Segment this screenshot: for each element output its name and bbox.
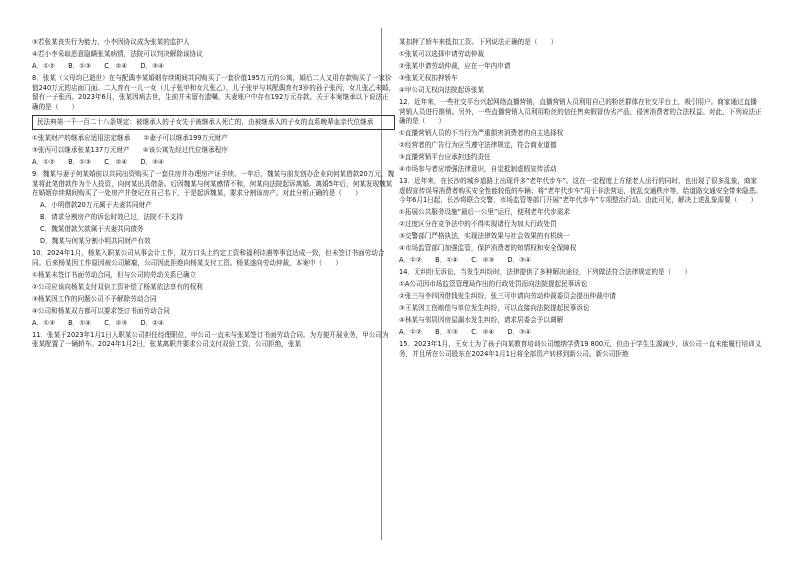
question-15: 15．2023年1月，王女士为了孩子向某教育培训公司缴纳学费19 800元，但由于学生生源减少，该公司一直未能履行培训义务，并且所在公司股东在2024年1月1日将全部资产转移到新公司。新公司拒绝: [399, 340, 762, 358]
text-line: ④市场参与者应增强法律意识，自觉抵制虚假宣传活动: [399, 165, 557, 174]
text-line: ①杨某未签订书面劳动合同，但与公司的劳动关系已确立: [32, 270, 197, 279]
option-c: C．魏某借款欠款属于夫妻共同债务: [40, 225, 144, 234]
text-line: ②公司应该向杨某支付双倍工资补偿了杨某依法享有的权利: [32, 282, 203, 291]
question-10: 10．2024年1月，杨某入职某公司从事会计工作，双方口头上约定工资和福利待遇等事宜达成一致，但未签订书面劳动合同。后来杨某因工作原因被公司解雇，公司因此拒绝向杨某支付工资。杨某遂向劳动仲裁，本案中（ ）: [32, 249, 385, 267]
text-line: ①张某可以选择申请劳动仲裁: [399, 49, 485, 58]
text-line: ③交警部门严格执法，实现法律效果与社会效果的有机统一: [399, 232, 570, 241]
answer-options: A．①② B．①③ C．②④ D．③④: [32, 61, 164, 70]
answer-options: A．①③ B．①④ C．②③ D．②④: [32, 318, 164, 327]
text-line: 某扣押了轿车来抵扣工资。下列说法正确的是（ ）: [399, 38, 558, 46]
text-line: ①直播营销人员的不当行为严重损害消费者的自主选择权: [399, 129, 564, 138]
legal-quote-box: 民法典第一千一百二十八条规定：被继承人的子女先于被继承人死亡的，由被继承人的子女的直系晚辈血亲代位继承: [32, 115, 395, 131]
right-column: [399, 38, 762, 362]
question-12: 12．近年来，一些社交平台兴起网络直播营销，直播营销人员利用自己的粉丝群体在社交平台上，吸引用户。商家通过直播营销人员进行推销。另外，一些直播营销人员利用粉丝的信任售卖假冒伪劣产品，侵害消费者的合法权益。对此，下列说法正确的是（ ）: [399, 97, 762, 126]
text-line: ②张三与李四因借钱发生纠纷，张三可申请向劳动仲裁委员会提出仲裁申请: [399, 292, 616, 301]
question-13: 13．近年来，在长沙的城乡道路上出现许多“老年代步车”。这在一定程度上方便老人出行的同时，也出现了很多乱象，商家虚假宣传误导消费者购买安全性能较低的车辆；将“老年代步车”用于非法营运，扰乱交通秩序等，给道路交通安全带来隐患。今年6月1日起，长沙将联合交警、市场监管等部门开展“老年代步车”专项整治行动。由此可见，解决上述乱象需要（ ）: [399, 177, 762, 205]
text-line: ④若小李采取恶意隐瞒张某病情，法院可以判决解除该协议: [32, 49, 203, 58]
text-line: ①拓展公共服务设施“最后一公里”运行，便利老年代步需求: [399, 208, 570, 217]
text-line: ①A公司因市场监管管理局作出的行政处罚而向法院提起民事诉讼: [399, 280, 588, 289]
option-b: B．请求分割房产的诉讼时效已过，法院不予支持: [40, 213, 183, 222]
text-line: ③杨某因工作的问题公司不予解除劳动合同: [32, 294, 157, 303]
text-line: ②经营者的广告行为应当遵守法律规定，符合商业道德: [399, 141, 557, 150]
answer-options: A．①② B．①④ C．②③ D．③④: [399, 256, 531, 265]
text-line: ④市场监管部门加强监管，保护消费者的知情权和安全保障权: [399, 244, 577, 253]
text-line: ④林某与邻居因房屋漏水发生纠纷，请求居委会予以调解: [399, 316, 564, 325]
text-line: ①张某财产的继承应适用法定继承 ②妻子可以继承199万元财产: [32, 134, 228, 143]
text-line: ④公司和杨某双方都可以要求签订书面劳动合同: [32, 306, 170, 315]
question-11: 11．张某于2023年1月1日入职某公司担任经理职位，甲公司一直未与张某签订书面劳动合同。为方便开展业务，甲公司为张某配置了一辆轿车。2024年1月2日，张某离职并要求公司支付双倍工资，公司拒绝，张某: [32, 330, 389, 349]
text-line: ③张某无权扣押轿车: [399, 73, 458, 82]
left-column: [32, 38, 395, 352]
text-line: ③张丙可以继承张某137万元财产 ④该公寓先经过代位继承程序: [32, 146, 228, 155]
question-14: 14．无纠纷无诉讼，当发生纠纷时，法律提供了多种解决途径，下列做法符合法律规定的是（ ）: [399, 268, 691, 277]
text-line: ③王某因工伤赔偿与单位发生纠纷，可以直接向法院提起民事诉讼: [399, 304, 590, 313]
question-8: 8．张某（父母均已逝世）在与配偶李某婚姻存续期间共同购买了一套价值195万元的公寓，婚后二人又用存款购买了一家价值240万元的店面门面。二人育有一儿一女（儿子张甲和女儿张乙），儿子张甲与其配偶育有3岁的孙子张丙，女儿张乙未婚，留有一子张丙。2023年6月，张某因病去世，生前并未留有遗嘱，夫妻账户中存有192万元存款。关于本案继承以下说法正确的是（ ）: [32, 73, 395, 111]
text-line: ④甲公司无权向法院起诉张某: [399, 85, 485, 94]
answer-options: A．①② B．①③ C．②④ D．③④: [32, 158, 164, 167]
text-line: ③若张某丧失行为能力，小李因协议成为张某的监护人: [32, 38, 190, 46]
text-line: ②张某申请劳动仲裁，应在一年内申请: [399, 61, 511, 70]
option-a: A．小明借款20万元属于夫妻共同财产: [40, 201, 152, 210]
option-d: D．魏某与何某分割小明共同财产有效: [40, 237, 151, 246]
text-line: ③直播营销平台应承担违约责任: [399, 153, 491, 162]
answer-options: A．①② B．①③ C．②④ D．③④: [399, 328, 531, 337]
question-9: 9．魏某与妻子何某婚前以共同出资购买了一套住房并办理房产证手续。一年后，魏某与朋友创办企业向何某借款20万元，魏某将此笔借款作为个人投资，向何某出具借条。后因魏某与何某感情不和，何某向法院起诉离婚。离婚5年后，何某发现魏某在婚姻存续期间购买了一处房产并登记在自己名下，于是起诉魏某，要求分割该房产。对此分析正确的是（ ）: [32, 170, 395, 198]
text-line: ②过度区分在竞争法中的不得实现诸行为加大行政处罚: [399, 220, 557, 229]
